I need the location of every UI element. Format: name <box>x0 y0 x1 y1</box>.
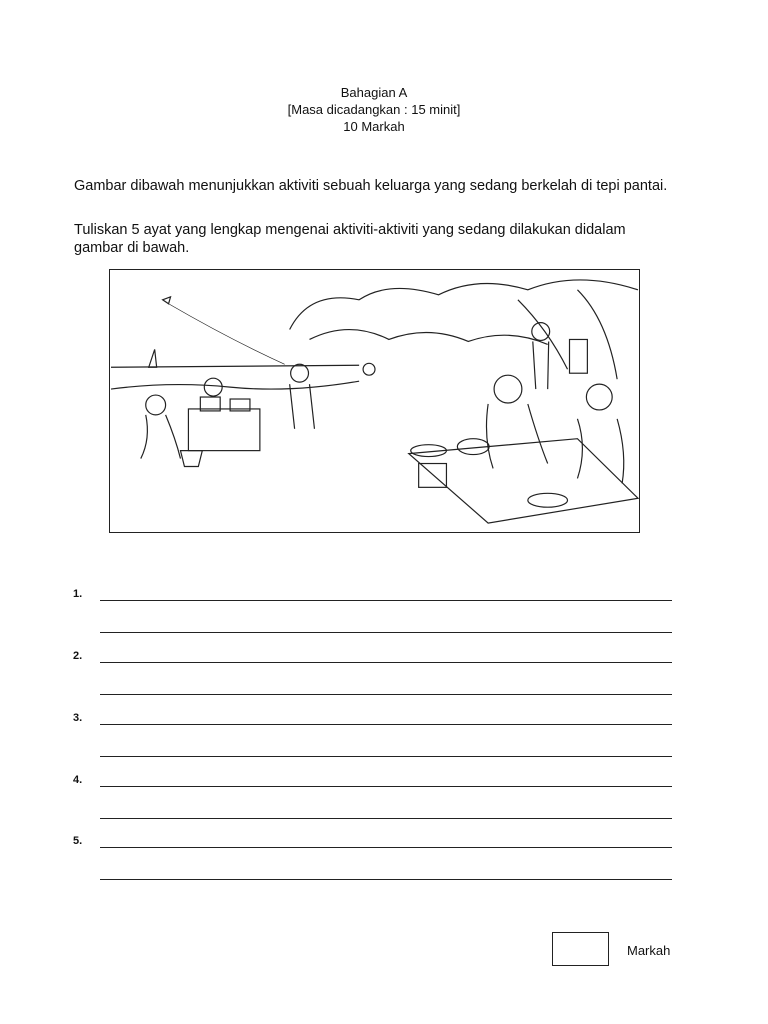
answer-row-4 <box>0 774 768 794</box>
tree-canopy <box>290 280 638 330</box>
father-figure <box>586 384 612 410</box>
answer-number: 4. <box>73 774 83 786</box>
shoreline <box>111 381 359 389</box>
total-marks: 10 Markah <box>343 119 405 134</box>
answer-number: 2. <box>73 650 83 662</box>
answer-line-2b[interactable] <box>100 694 672 695</box>
sailboat-icon <box>149 349 157 367</box>
answer-row-5 <box>0 835 768 855</box>
markah-box[interactable] <box>552 932 609 966</box>
answer-line-4b[interactable] <box>100 818 672 819</box>
mother-figure <box>494 375 522 403</box>
kite-string <box>169 304 285 365</box>
answer-row-2 <box>0 650 768 670</box>
answer-number: 1. <box>73 588 83 600</box>
child-figure <box>291 364 309 382</box>
answer-line-3b[interactable] <box>100 756 672 757</box>
child-figure <box>204 378 222 396</box>
kite-icon <box>163 297 171 304</box>
answer-row-1 <box>0 588 768 608</box>
answer-line-3a[interactable] <box>100 724 672 725</box>
sandcastle-icon <box>188 409 259 451</box>
food-box-icon <box>419 464 447 488</box>
answer-line-1a[interactable] <box>100 600 672 601</box>
plate-icon <box>528 493 568 507</box>
answer-number: 5. <box>73 835 83 847</box>
tree-line <box>309 330 547 345</box>
picnic-mat <box>409 439 638 523</box>
section-header <box>0 84 748 135</box>
answer-row-3 <box>0 712 768 732</box>
beach-picnic-drawing <box>110 270 639 532</box>
tree-trunk <box>518 300 568 369</box>
signboard-icon <box>570 339 588 373</box>
instruction-1: Gambar dibawah menunjukkan aktiviti sebuah keluarga yang sedang berkelah di tepi pantai. <box>74 178 668 194</box>
section-title: Bahagian A <box>340 85 408 100</box>
answer-line-4a[interactable] <box>100 786 672 787</box>
bucket-icon <box>180 451 202 467</box>
answer-line-5b[interactable] <box>100 879 672 880</box>
answer-number: 3. <box>73 712 83 724</box>
answer-line-2a[interactable] <box>100 662 672 663</box>
answer-line-5a[interactable] <box>100 847 672 848</box>
suggested-time: [Masa dicadangkan : 15 minit] <box>287 102 461 117</box>
child-figure <box>146 395 166 415</box>
tree-trunk <box>577 290 617 379</box>
running-child-figure <box>363 363 375 375</box>
markah-label: Markah <box>627 943 671 958</box>
answer-line-1b[interactable] <box>100 632 672 633</box>
instruction-2: Tuliskan 5 ayat yang lengkap mengenai aktiviti-aktiviti yang sedang dilakukan didalam gambar di bawah. <box>74 222 626 256</box>
beach-picnic-illustration <box>109 269 640 533</box>
